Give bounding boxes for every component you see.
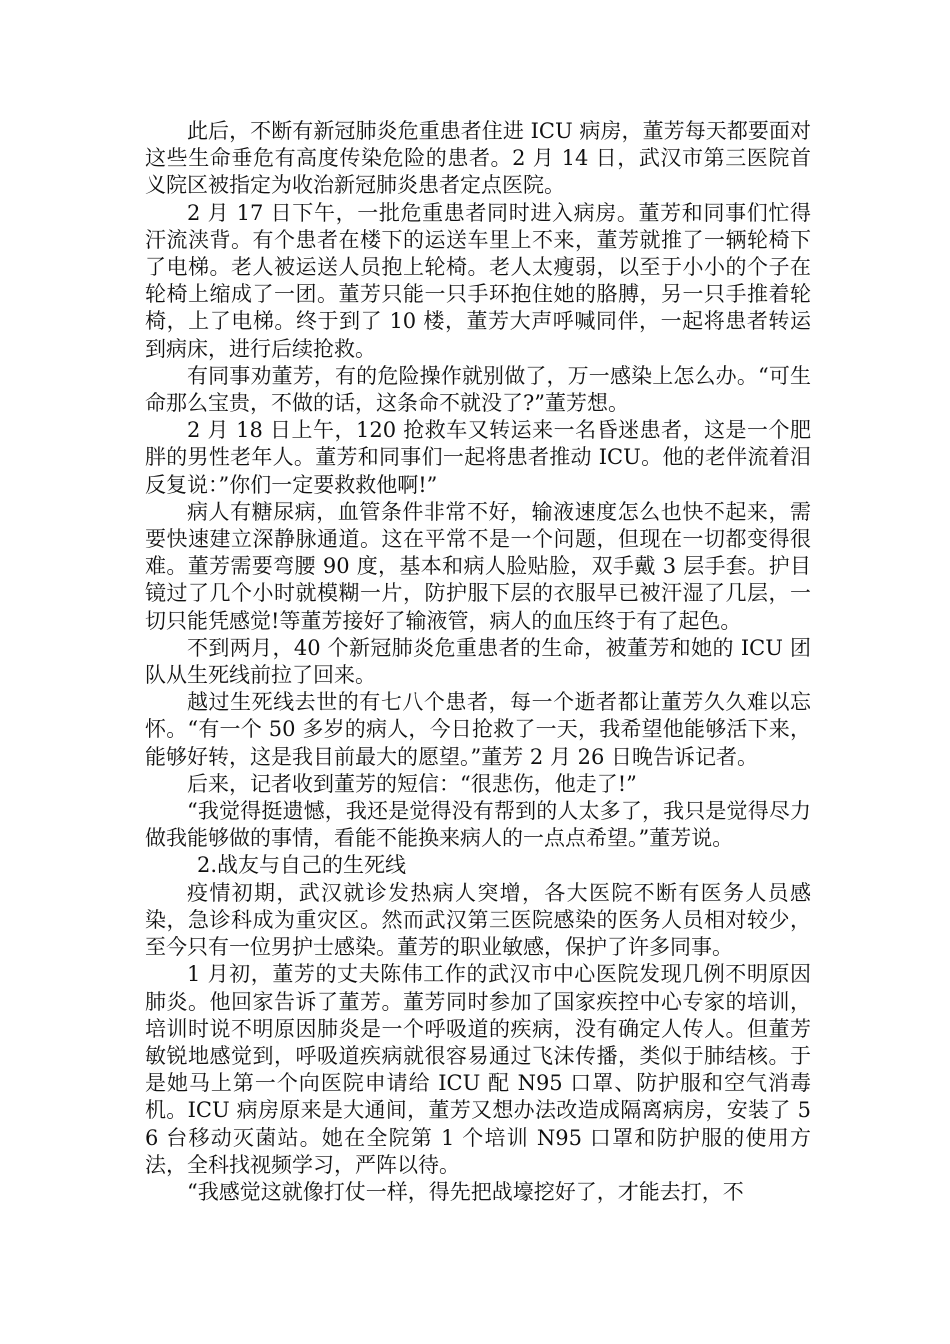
paragraph-11: 1 月初，董芳的丈夫陈伟工作的武汉市中心医院发现几例不明原因肺炎。他回家告诉了董芳。董芳同时参加了国家疾控中心专家的培训，培训时说不明原因肺炎是一个呼吸道的疾病，没有确定人传人。但董芳敏锐地感觉到，呼吸道疾病就很容易通过飞沫传播，类似于肺结核。于是她马上第一个向医院申请给 ICU 配 N95 口罩、防护服和空气消毒机。ICU 病房原来是大通间，董芳又想办法改造成隔离病房，安装了 56 台移动灭菌站。她在全院第 1 个培训 N95 口罩和防护服的使用方法，全科找视频学习，严阵以待。 bbox=[145, 962, 811, 1177]
paragraph-2: 2 月 17 日下午，一批危重患者同时进入病房。董芳和同事们忙得汗流浃背。有个患者在楼下的运送车里上不来，董芳就推了一辆轮椅下了电梯。老人被运送人员抱上轮椅。老人太瘦弱，以至于小小的个子在轮椅上缩成了一团。董芳只能一只手环抱住她的胳膊，另一只手推着轮椅，上了电梯。终于到了 10 楼，董芳大声呼喊同伴，一起将患者转运到病床，进行后续抢救。 bbox=[145, 200, 811, 361]
paragraph-5: 病人有糖尿病，血管条件非常不好，输液速度怎么也快不起来，需要快速建立深静脉通道。这在平常不是一个问题，但现在一切都变得很难。董芳需要弯腰 90 度，基本和病人脸贴脸，双手戴 3 层手套。护目镜过了几个小时就模糊一片，防护服下层的衣服早已被汗湿了几层，一切只能凭感觉!等董芳接好了输液管，病人的血压终于有了起色。 bbox=[145, 499, 811, 633]
paragraph-9: “我觉得挺遗憾，我还是觉得没有帮到的人太多了，我只是觉得尽力做我能够做的事情，看能不能换来病人的一点点希望。”董芳说。 bbox=[145, 799, 811, 851]
paragraph-12: “我感觉这就像打仗一样，得先把战壕挖好了，才能去打，不 bbox=[187, 1179, 744, 1204]
paragraph-8: 后来，记者收到董芳的短信：“很悲伤，他走了!” bbox=[187, 771, 637, 796]
paragraph-7: 越过生死线去世的有七八个患者，每一个逝者都让董芳久久难以忘怀。“有一个 50 多岁的病人，今日抢救了一天，我希望他能够活下来，能够好转，这是我目前最大的愿望。”董芳 2 月 26 日晚告诉记者。 bbox=[145, 690, 811, 769]
article-body bbox=[145, 118, 811, 1206]
paragraph-10: 疫情初期，武汉就诊发热病人突增，各大医院不断有医务人员感染，急诊科成为重灾区。然而武汉第三医院感染的医务人员相对较少，至今只有一位男护士感染。董芳的职业敏感，保护了许多同事。 bbox=[145, 880, 811, 960]
section-heading: 2.战友与自己的生死线 bbox=[197, 853, 407, 878]
paragraph-1: 此后，不断有新冠肺炎危重患者住进 ICU 病房，董芳每天都要面对这些生命垂危有高度传染危险的患者。2 月 14 日，武汉市第三医院首义院区被指定为收治新冠肺炎患者定点医院。 bbox=[145, 119, 811, 198]
paragraph-6: 不到两月，40 个新冠肺炎危重患者的生命，被董芳和她的 ICU 团队从生死线前拉了回来。 bbox=[145, 635, 811, 688]
paragraph-3: 有同事劝董芳，有的危险操作就别做了，万一感染上怎么办。“可生命那么宝贵，不做的话，这条命不就没了?”董芳想。 bbox=[145, 363, 811, 416]
paragraph-4: 2 月 18 日上午，120 抢救车又转运来一名昏迷患者，这是一个肥胖的男性老年人。董芳和同事们一起将患者推动 ICU。他的老伴流着泪反复说：”你们一定要救救他啊!” bbox=[145, 418, 811, 497]
